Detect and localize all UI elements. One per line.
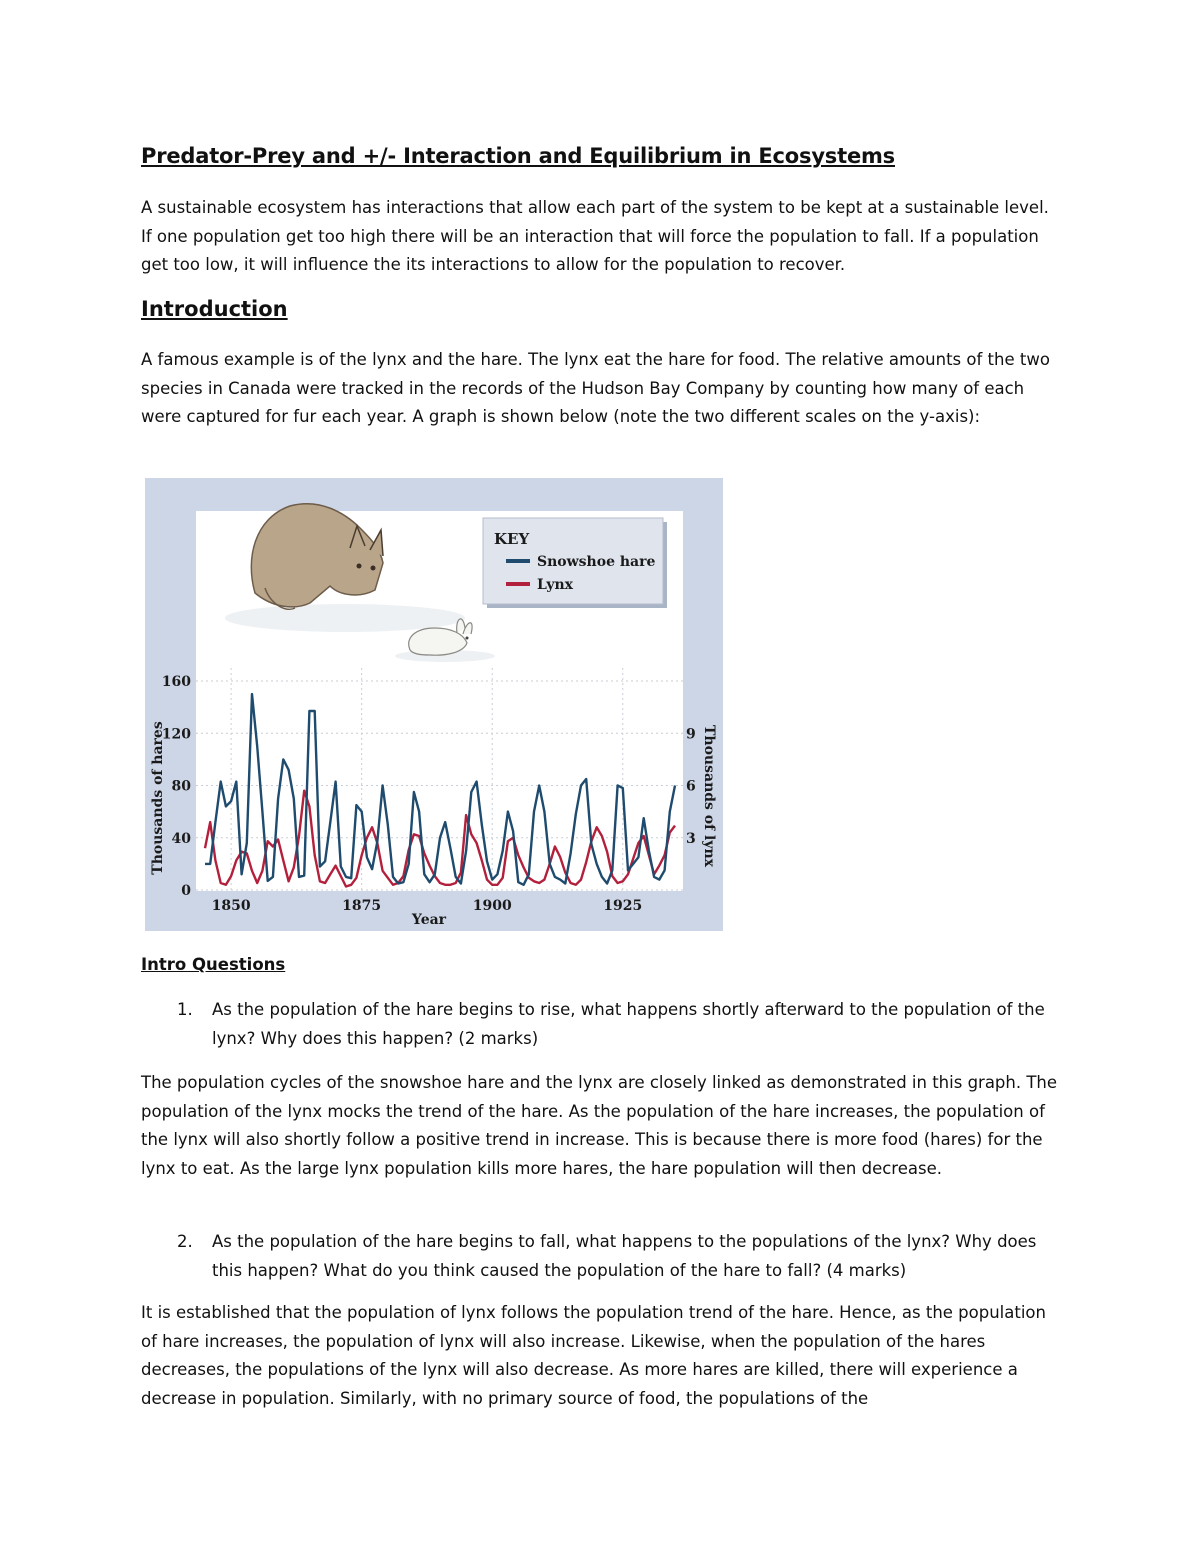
y2-tick-label: 9: [686, 726, 696, 743]
y2-tick-label: 6: [686, 778, 696, 795]
question-2: [177, 1228, 1057, 1285]
legend-title: KEY: [494, 530, 530, 548]
chart-legend: [483, 518, 667, 608]
y-tick-label: 80: [171, 778, 191, 795]
y-tick-label: 120: [161, 726, 191, 743]
y2-tick-label: 3: [686, 830, 696, 847]
section-paragraph: A famous example is of the lynx and the hare. The lynx eat the hare for food. The relative amounts of the two species in Canada were tracked in the records of the Hudson Bay Company by counting how many of each were captured for fur each year. A graph is shown below (note the two different scales on the y-axis):: [141, 350, 1050, 426]
x-tick-label: 1875: [342, 898, 382, 914]
x-tick-label: 1900: [472, 898, 512, 914]
y-tick-label: 40: [171, 830, 191, 847]
answer-2: It is established that the population of lynx follows the population trend of the hare. Hence, as the population of hare increases, the population of lynx will also increase. Likewise, when the population of the hares decreases, the populations of the lynx will also decrease. As more hares are killed, there will experience a decrease in population. Similarly, with no primary source of food, the populations of the: [141, 1303, 1046, 1408]
y-tick-label: 0: [181, 883, 191, 899]
predator-prey-chart: [145, 478, 723, 935]
question-1-number: 1.: [177, 1000, 193, 1019]
page-title: Predator-Prey and +/- Interaction and Equilibrium in Ecosystems: [141, 144, 895, 168]
legend-lynx-label: Lynx: [537, 577, 574, 593]
legend-hare-label: Snowshoe hare: [537, 554, 656, 570]
y-tick-label: 160: [161, 674, 191, 690]
x-tick-label: 1850: [211, 898, 251, 914]
question-2-text: As the population of the hare begins to fall, what happens to the populations of the lynx? Why does this happen? What do you think caused the population of the hare to fall? (4 marks): [212, 1232, 1037, 1280]
section-heading: Introduction: [141, 297, 288, 321]
x-axis-label: Year: [411, 912, 447, 928]
y2-axis-label: Thousands of lynx: [701, 724, 717, 868]
y-axis-label: Thousands of hares: [150, 721, 166, 875]
question-2-number: 2.: [177, 1232, 193, 1251]
question-1: [177, 996, 1057, 1053]
question-1-text: As the population of the hare begins to rise, what happens shortly afterward to the population of the lynx? Why does this happen? (2 marks): [212, 1000, 1045, 1048]
questions-heading: Intro Questions: [141, 955, 286, 974]
intro-paragraph: A sustainable ecosystem has interactions that allow each part of the system to be kept at a sustainable level. If one population get too high there will be an interaction that will force the population to fall. If a population get too low, it will influence the its interactions to allow for the population to recover.: [141, 198, 1049, 274]
chart-svg: [145, 478, 723, 931]
answer-1: The population cycles of the snowshoe hare and the lynx are closely linked as demonstrated in this graph. The population of the lynx mocks the trend of the hare. As the population of the hare increases, the population of the lynx will also shortly follow a positive trend in increase. This is because there is more food (hares) for the lynx to eat. As the large lynx population kills more hares, the hare population will then decrease.: [141, 1073, 1058, 1178]
x-tick-label: 1925: [603, 898, 643, 914]
